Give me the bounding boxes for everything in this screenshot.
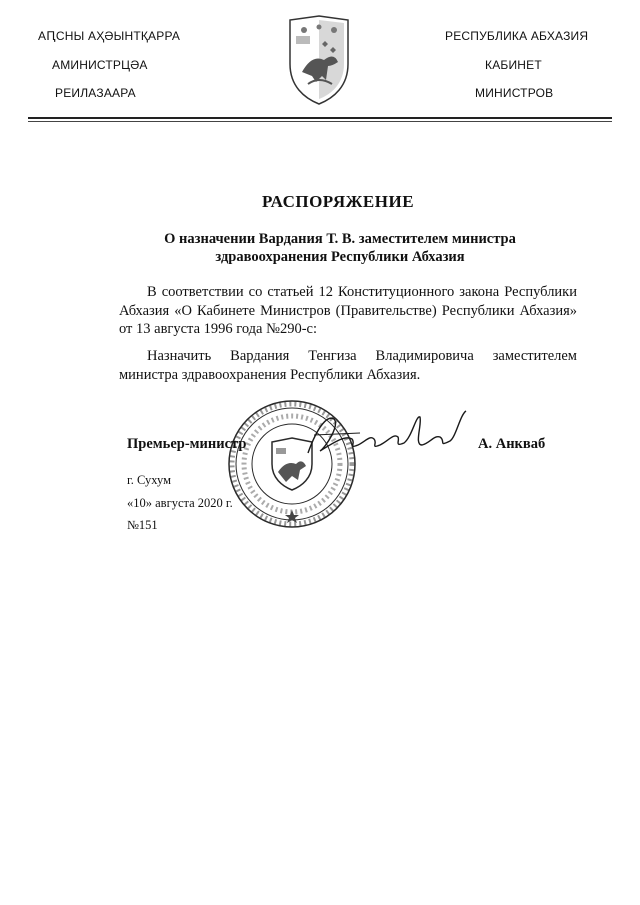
- header-rule-thin: [28, 121, 612, 122]
- header-right-line-1: РЕСПУБЛИКА АБХАЗИЯ: [445, 29, 589, 43]
- paragraph-order-text: Назначить Вардания Тенгиза Владимировича заместителем министра здравоохранения Республики Абхазия.: [119, 348, 577, 383]
- paragraph-basis: [119, 283, 577, 339]
- document-subject: [120, 230, 560, 266]
- signatory-title: Премьер-министр: [127, 436, 247, 452]
- header-left-line-3: РЕИЛАЗААРА: [55, 86, 136, 100]
- header-left-line-2: АМИНИСТРЦӘА: [52, 58, 148, 72]
- abkhazia-coat-of-arms-icon: [288, 14, 350, 106]
- paragraph-order: [119, 347, 577, 384]
- header-left-line-1: АԤСНЫ АҲӘЫНТҚАРРА: [38, 29, 181, 43]
- header-rule-thick: [28, 117, 612, 119]
- subject-line-1: О назначении Вардания Т. В. заместителем министра: [164, 231, 516, 247]
- subject-line-2: здравоохранения Республики Абхазия: [215, 249, 465, 265]
- header-right-line-3: МИНИСТРОВ: [475, 86, 554, 100]
- document-city: г. Сухум: [127, 473, 172, 487]
- document-number: №151: [127, 518, 158, 532]
- signatory-name: А. Анкваб: [478, 436, 546, 452]
- handwritten-signature: [300, 405, 470, 465]
- paragraph-basis-text: В соответствии со статьей 12 Конституционного закона Республики Абхазия «О Кабинете Министров (Правительстве) Республики Абхазия» от 13 августа 1996 года №290-с:: [119, 284, 577, 337]
- header-right-line-2: КАБИНЕТ: [485, 58, 542, 72]
- document-title: РАСПОРЯЖЕНИЕ: [261, 192, 415, 211]
- document-date: «10» августа 2020 г.: [127, 496, 233, 510]
